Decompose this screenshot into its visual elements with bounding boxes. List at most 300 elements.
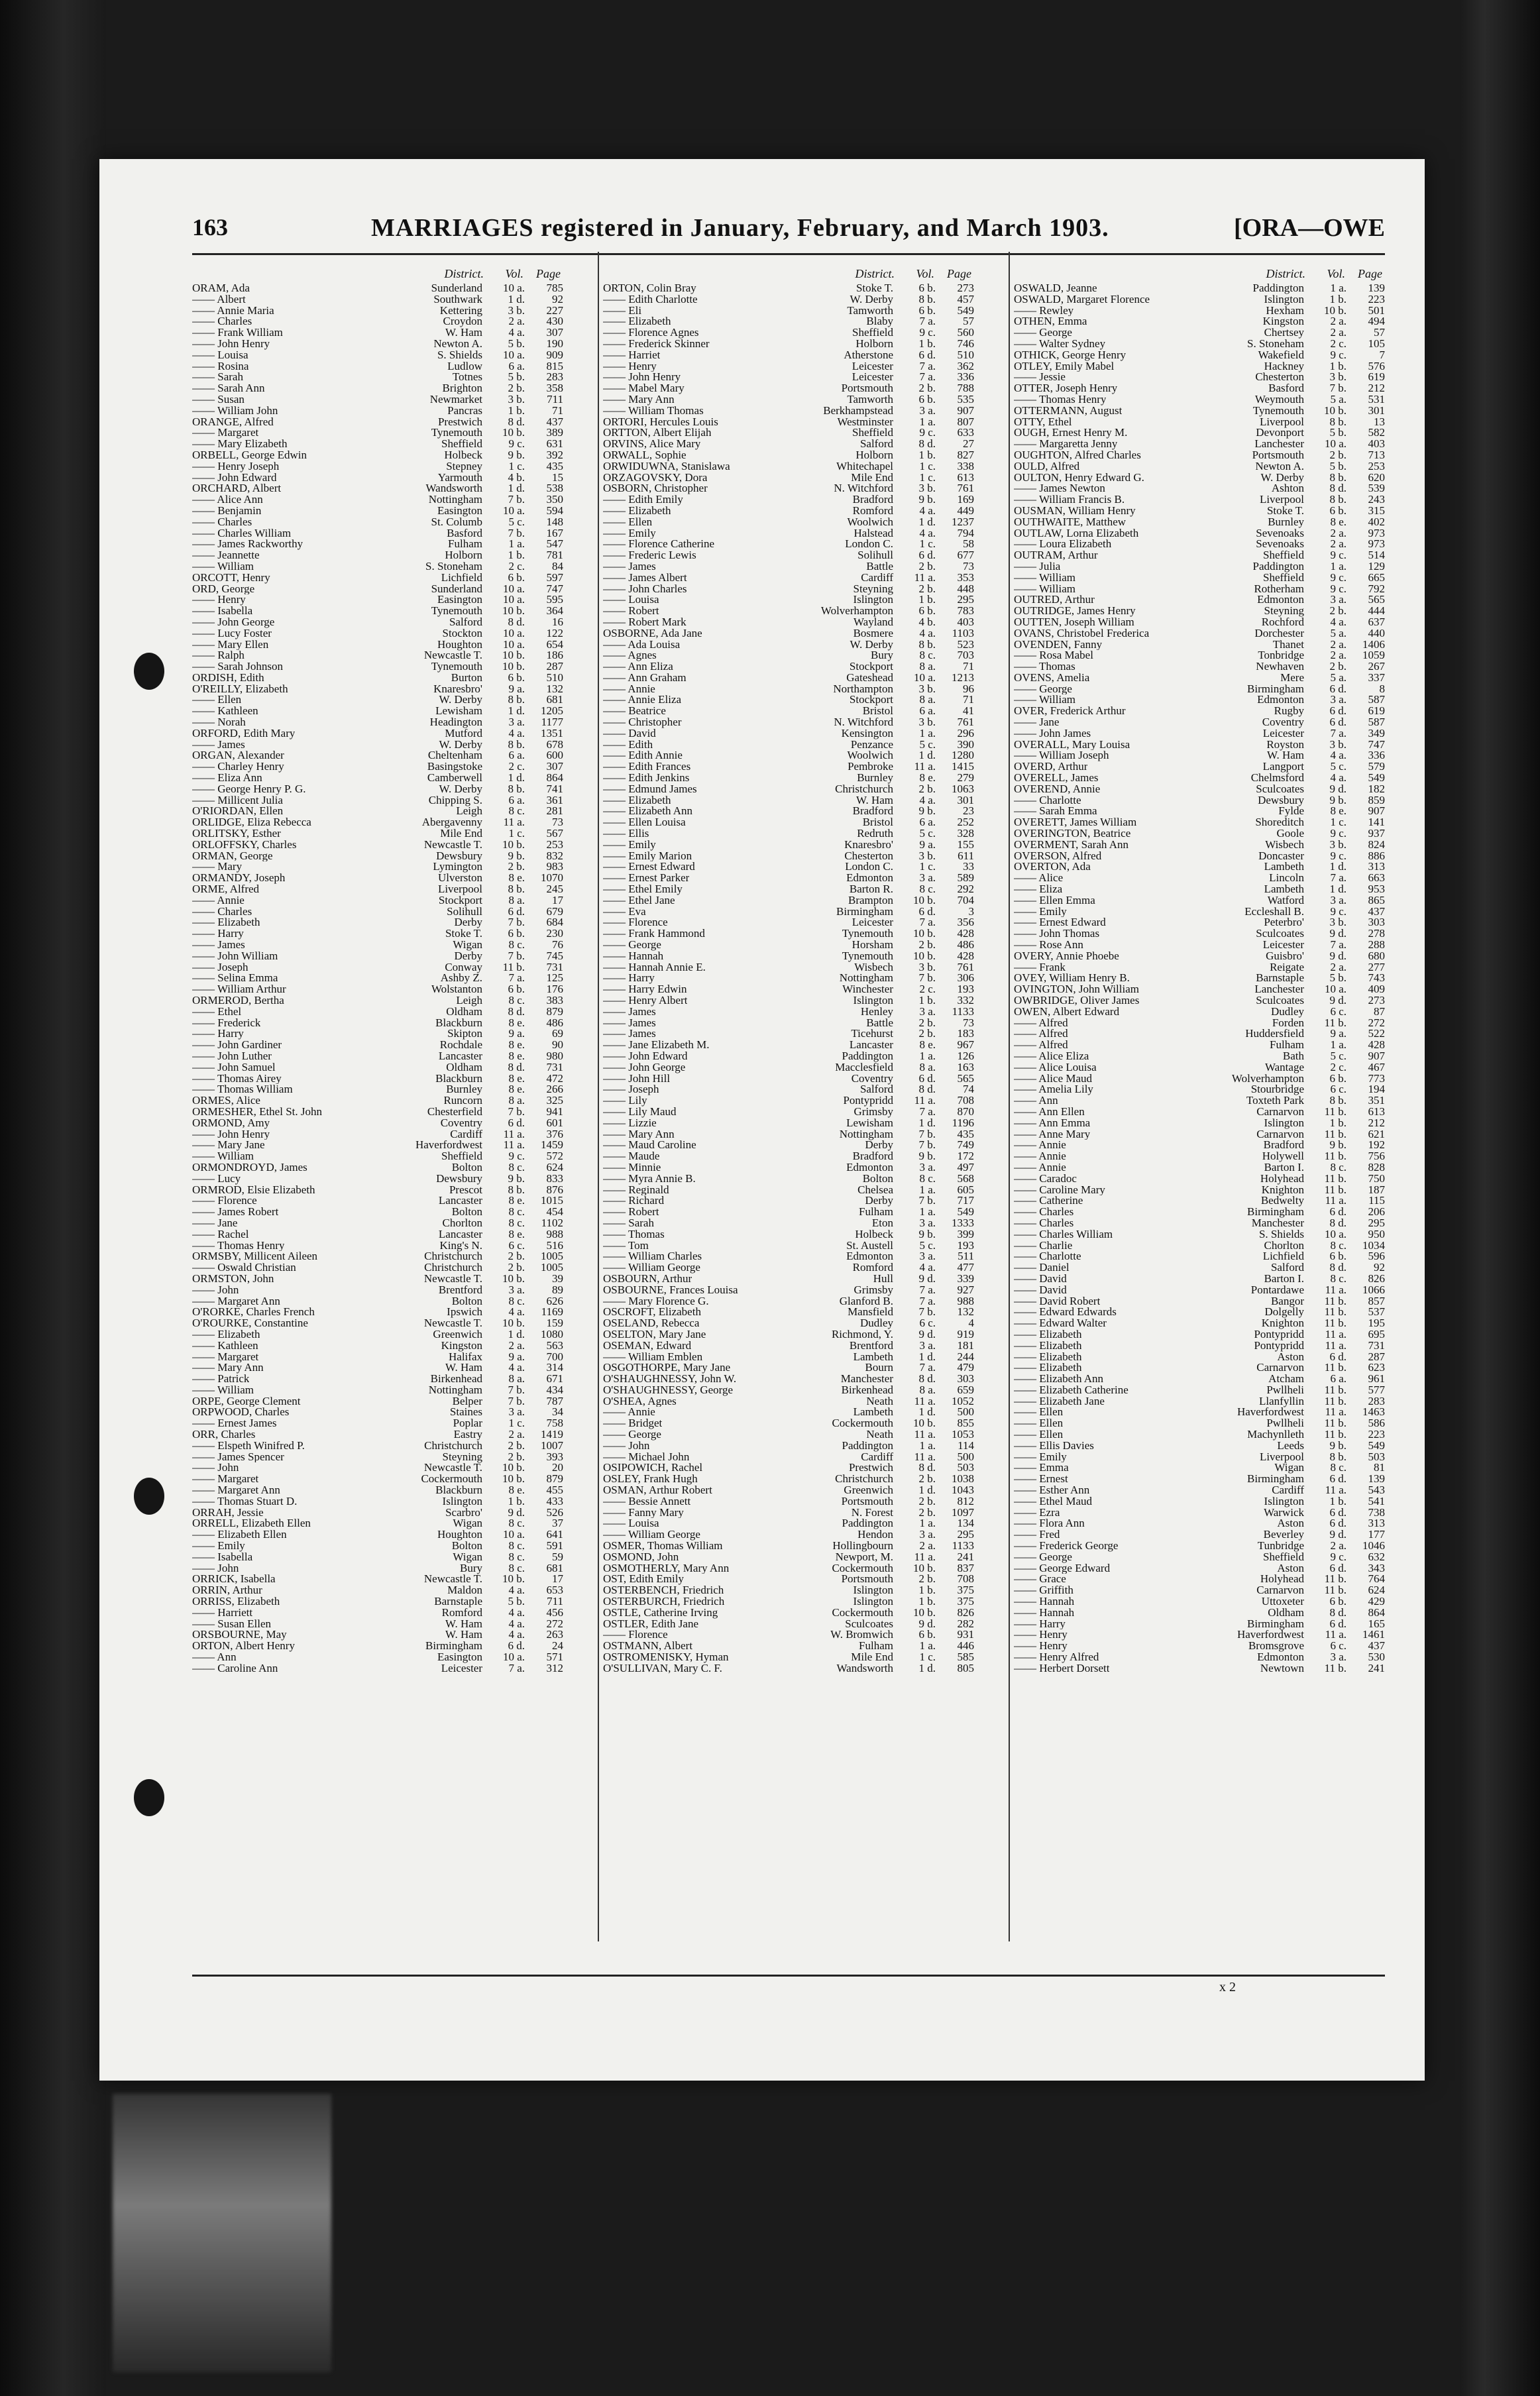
- entry-volume: 7 a.: [919, 1283, 936, 1296]
- entry-district: Runcorn: [443, 1094, 482, 1107]
- entry-page: 746: [957, 337, 974, 350]
- entry-volume: 5 c.: [508, 515, 525, 528]
- entry-page: 857: [1368, 1294, 1385, 1307]
- list-item: [1014, 494, 1385, 506]
- list-item: [1014, 1362, 1385, 1374]
- list-item: [1014, 517, 1385, 528]
- entry-page: 122: [546, 626, 563, 639]
- entry-district: Bury: [460, 1561, 482, 1574]
- index-range: [ORA—OWE: [1234, 214, 1385, 242]
- entry-volume: 1 d.: [1329, 860, 1347, 873]
- entry-district: London C.: [845, 860, 893, 873]
- entry-name: —— Harriet: [603, 349, 661, 361]
- list-item: [192, 427, 563, 439]
- entry-page: 619: [1368, 704, 1385, 718]
- entry-page: 295: [1368, 1216, 1385, 1229]
- entry-name: —— Beatrice: [603, 706, 666, 718]
- entry-page: 24: [552, 1639, 563, 1653]
- list-item: [1014, 539, 1385, 550]
- entry-volume: 1 c.: [508, 459, 525, 472]
- list-item: [192, 450, 563, 461]
- punch-hole: [134, 1478, 164, 1515]
- entry-district: Portsmouth: [1252, 448, 1304, 461]
- entry-page: 272: [546, 1617, 563, 1630]
- entry-district: Newmarket: [429, 392, 482, 406]
- list-item: [192, 1485, 563, 1496]
- entry-page: 89: [552, 1283, 563, 1296]
- entry-volume: 2 b.: [508, 1261, 525, 1274]
- entry-volume: 8 e.: [508, 871, 525, 885]
- entry-page: 560: [957, 326, 974, 339]
- list-item: [603, 1652, 974, 1663]
- entry-name: —— Caroline Ann: [192, 1662, 278, 1674]
- entry-name: —— Daniel: [1014, 1262, 1070, 1274]
- entry-name: O'SULLIVAN, Mary C. F.: [603, 1662, 722, 1674]
- entry-volume: 3 a.: [919, 1160, 936, 1173]
- entry-page: 623: [1368, 1361, 1385, 1374]
- entry-volume: 9 b.: [918, 1227, 936, 1240]
- entry-district: Christchurch: [835, 1472, 893, 1486]
- entry-district: Wolverhampton: [820, 604, 893, 618]
- entry-volume: 6 d.: [1329, 1505, 1347, 1519]
- entry-volume: 6 b.: [918, 282, 936, 294]
- entry-district: Beverley: [1263, 1528, 1304, 1541]
- entry-name: —— George: [1014, 1551, 1072, 1563]
- entry-volume: 6 b.: [508, 571, 525, 584]
- entry-page: 747: [546, 582, 563, 595]
- entry-district: W. Ham: [855, 793, 893, 806]
- entry-district: Barton I.: [1264, 1272, 1304, 1285]
- list-item: [1014, 828, 1385, 840]
- entry-name: —— John Henry: [192, 338, 270, 350]
- entry-volume: 6 b.: [508, 983, 525, 996]
- list-item: [603, 427, 974, 439]
- entry-volume: 3 a.: [919, 1216, 936, 1229]
- entry-page: 497: [957, 1160, 974, 1173]
- entry-district: Salford: [1270, 1261, 1304, 1274]
- page-header-label: Page: [947, 267, 971, 280]
- entry-district: Northampton: [833, 682, 893, 695]
- list-item: [603, 761, 974, 773]
- list-item: [1014, 761, 1385, 773]
- list-item: [603, 1507, 974, 1519]
- entry-name: OVERETT, James William: [1014, 817, 1137, 829]
- entry-district: Hackney: [1264, 359, 1304, 372]
- entry-page: 288: [1368, 938, 1385, 952]
- entry-district: Edmonton: [846, 1160, 893, 1173]
- entry-name: OULTON, Henry Edward G.: [1014, 472, 1144, 484]
- entry-district: Grimsby: [853, 1105, 893, 1118]
- entry-name: —— John George: [603, 1062, 686, 1073]
- list-item: [192, 895, 563, 906]
- entry-page: 1066: [1362, 1283, 1385, 1296]
- entry-volume: 8 d.: [918, 1083, 936, 1096]
- entry-district: W. Derby: [850, 292, 893, 305]
- entry-district: Brampton: [848, 893, 893, 906]
- entry-district: Newcastle T.: [423, 838, 482, 851]
- entry-page: 472: [546, 1071, 563, 1085]
- index-column-1: [192, 262, 563, 1674]
- list-item: [603, 840, 974, 851]
- entry-district: Croydon: [443, 315, 482, 328]
- entry-volume: 11 a.: [914, 1550, 936, 1563]
- list-item: [192, 517, 563, 528]
- entry-page: 549: [957, 1205, 974, 1219]
- entry-page: 362: [957, 359, 974, 372]
- entry-name: OSBOURN, Arthur: [603, 1273, 692, 1285]
- entry-name: —— Annie: [1014, 1140, 1066, 1152]
- entry-name: —— William John: [192, 405, 278, 417]
- list-item: [1014, 528, 1385, 539]
- entry-page: 325: [546, 1094, 563, 1107]
- entry-page: 134: [957, 1517, 974, 1530]
- entry-volume: 1 a.: [1330, 282, 1347, 294]
- entry-district: Lancaster: [438, 1227, 482, 1240]
- entry-name: —— Ann Graham: [603, 672, 687, 684]
- entry-name: —— Henry: [603, 360, 657, 372]
- entry-page: 787: [546, 1394, 563, 1407]
- entry-district: Kettering: [439, 303, 482, 317]
- entry-name: —— Alfred: [1014, 1017, 1068, 1029]
- entry-page: 73: [963, 559, 974, 572]
- entry-page: 671: [546, 1372, 563, 1386]
- entry-page: 931: [957, 1628, 974, 1641]
- list-item: [603, 361, 974, 372]
- page-header-label: Page: [536, 267, 561, 280]
- list-item: [603, 1173, 974, 1185]
- list-item: [192, 1040, 563, 1051]
- entry-district: W. Ham: [445, 1617, 482, 1630]
- entry-district: Edmonton: [1257, 1651, 1304, 1664]
- entry-volume: 6 b.: [918, 1628, 936, 1641]
- list-item: [603, 417, 974, 428]
- entry-page: 253: [1368, 459, 1385, 472]
- entry-name: —— William: [1014, 694, 1075, 706]
- entry-district: Gateshead: [846, 671, 893, 684]
- list-item: [1014, 928, 1385, 940]
- entry-page: 272: [1368, 1016, 1385, 1029]
- entry-district: Steyning: [442, 1450, 482, 1463]
- entry-volume: 10 b.: [913, 893, 936, 906]
- list-item: [192, 1218, 563, 1229]
- entry-page: 659: [957, 1383, 974, 1396]
- entry-page: 1070: [541, 871, 563, 885]
- list-item: [192, 673, 563, 684]
- entry-page: 832: [546, 849, 563, 862]
- entry-name: OVENDEN, Fanny: [1014, 639, 1103, 651]
- entry-volume: 10 a.: [502, 593, 525, 606]
- entry-district: Forden: [1272, 1016, 1304, 1029]
- entry-page: 1463: [1362, 1405, 1385, 1419]
- entry-district: Wandsworth: [836, 1661, 893, 1674]
- entry-district: Bourn: [865, 1361, 893, 1374]
- entry-district: Bromsgrove: [1248, 1639, 1304, 1653]
- list-item: [1014, 706, 1385, 717]
- entry-district: Salford: [859, 1083, 893, 1096]
- entry-district: Langport: [1262, 760, 1304, 773]
- list-item: [1014, 1629, 1385, 1641]
- entry-district: Barton I.: [1264, 1160, 1304, 1173]
- entry-volume: 10 b.: [502, 660, 525, 673]
- entries-list: [192, 283, 563, 1674]
- entry-volume: 3 b.: [918, 482, 936, 495]
- entry-name: OSEMAN, Edward: [603, 1340, 692, 1352]
- entry-page: 571: [546, 1651, 563, 1664]
- entry-name: —— Thomas: [603, 1228, 665, 1240]
- entry-name: —— Jane: [192, 1217, 238, 1229]
- entry-name: —— Mary Elizabeth: [192, 439, 288, 450]
- entry-volume: 8 c.: [919, 883, 936, 896]
- entry-volume: 6 a.: [919, 816, 936, 829]
- entry-district: Birmingham: [425, 1639, 482, 1653]
- entry-page: 859: [1368, 793, 1385, 806]
- entry-page: 440: [1368, 626, 1385, 639]
- entry-page: 37: [552, 1517, 563, 1530]
- entry-volume: 8 b.: [508, 782, 525, 795]
- entry-volume: 9 a.: [919, 838, 936, 851]
- entry-name: OSTLER, Edith Jane: [603, 1618, 699, 1630]
- entry-volume: 8 c.: [508, 1160, 525, 1173]
- entry-page: 824: [1368, 838, 1385, 851]
- entry-volume: 3 a.: [919, 1250, 936, 1263]
- entry-district: Paddington: [1252, 559, 1304, 572]
- entry-volume: 11 b.: [1324, 1417, 1347, 1430]
- list-item: [603, 828, 974, 840]
- entry-district: Kingston: [1262, 315, 1304, 328]
- entry-district: Haverfordwest: [415, 1138, 482, 1152]
- entry-district: Battle: [866, 1016, 893, 1029]
- entry-volume: 8 c.: [919, 1171, 936, 1185]
- list-item: [603, 1107, 974, 1118]
- entry-volume: 8 a.: [919, 693, 936, 706]
- entry-district: Belper: [452, 1394, 482, 1407]
- entry-page: 84: [552, 559, 563, 572]
- entry-volume: 8 b.: [918, 292, 936, 305]
- list-item: [1014, 728, 1385, 739]
- entry-name: —— Susan: [192, 394, 245, 406]
- entry-district: Holywell: [1262, 1150, 1304, 1163]
- entry-volume: 3 b.: [508, 392, 525, 406]
- entry-district: Sheffield: [441, 1150, 482, 1163]
- entry-name: —— Jeannette: [192, 550, 260, 561]
- entry-district: Lambeth: [853, 1405, 893, 1419]
- entry-name: —— George Edward: [1014, 1562, 1111, 1574]
- entry-page: 653: [546, 1584, 563, 1597]
- list-item: [192, 706, 563, 717]
- entry-volume: 1 b.: [508, 549, 525, 562]
- entry-name: OUSMAN, William Henry: [1014, 505, 1136, 517]
- entry-name: —— James: [192, 940, 245, 951]
- entry-name: —— Millicent Julia: [192, 794, 283, 806]
- list-item: [603, 951, 974, 962]
- entry-district: S. Stoneham: [425, 559, 482, 572]
- entry-name: —— John: [192, 1462, 239, 1474]
- entry-volume: 9 a.: [508, 1350, 525, 1363]
- entry-district: Lewisham: [435, 704, 482, 718]
- entry-page: 266: [546, 1083, 563, 1096]
- entry-volume: 1 d.: [508, 771, 525, 785]
- entry-page: 296: [957, 726, 974, 739]
- scan-border-left: [0, 0, 106, 2396]
- entry-district: Lanchester: [1254, 437, 1304, 451]
- entry-page: 90: [552, 1038, 563, 1052]
- entry-name: ORCHARD, Albert: [192, 483, 282, 495]
- list-item: [603, 1195, 974, 1207]
- entry-page: 516: [546, 1238, 563, 1252]
- entry-district: Stourbridge: [1250, 1083, 1304, 1096]
- entry-name: ORMESHER, Ethel St. John: [192, 1106, 322, 1118]
- entry-volume: 3 a.: [919, 1338, 936, 1352]
- entry-page: 909: [546, 348, 563, 361]
- entry-page: 314: [546, 1361, 563, 1374]
- entry-district: Cockermouth: [832, 1561, 893, 1574]
- entry-page: 1415: [952, 760, 974, 773]
- list-item: [192, 739, 563, 751]
- entry-district: W. Ham: [1266, 749, 1304, 762]
- list-item: [192, 1385, 563, 1396]
- entry-page: 788: [957, 382, 974, 395]
- entry-name: ORRISS, Elizabeth: [192, 1596, 280, 1607]
- entry-page: 605: [957, 1183, 974, 1196]
- entry-district: Edmonton: [1257, 693, 1304, 706]
- entry-page: 700: [546, 1350, 563, 1363]
- list-item: [1014, 594, 1385, 606]
- entry-page: 731: [1368, 1338, 1385, 1352]
- entry-name: O'RORKE, Charles French: [192, 1307, 315, 1319]
- entry-name: —— James Rackworthy: [192, 539, 303, 551]
- entry-district: Chipping S.: [428, 793, 482, 806]
- entry-volume: 8 e.: [919, 1038, 936, 1052]
- entry-volume: 1 b.: [1329, 1116, 1347, 1129]
- entry-page: 403: [957, 615, 974, 628]
- entry-page: 390: [957, 737, 974, 751]
- entry-district: Woolwich: [847, 749, 893, 762]
- entry-volume: 6 d.: [1329, 704, 1347, 718]
- entry-volume: 11 b.: [1324, 1305, 1347, 1319]
- entry-volume: 8 e.: [919, 771, 936, 785]
- entry-page: 1034: [1362, 1238, 1385, 1252]
- entry-district: Newton A.: [1255, 459, 1304, 472]
- entry-district: Knighton: [1261, 1183, 1304, 1196]
- entry-volume: 8 a.: [919, 660, 936, 673]
- entry-name: —— Edith Emily: [603, 494, 683, 506]
- entry-district: Dewsbury: [436, 849, 482, 862]
- list-item: [192, 1574, 563, 1585]
- page-header-label: Page: [1358, 267, 1382, 280]
- entry-page: 428: [957, 949, 974, 962]
- entry-name: —— John Henry: [192, 1128, 270, 1140]
- entry-district: Lambeth: [1264, 883, 1304, 896]
- entry-volume: 11 b.: [1324, 1661, 1347, 1674]
- list-item: [603, 1607, 974, 1619]
- entry-name: —— Thomas: [1014, 661, 1075, 673]
- entry-name: —— William: [1014, 572, 1075, 584]
- entry-district: Ulverston: [437, 871, 482, 885]
- entry-volume: 7 b.: [508, 916, 525, 929]
- entry-name: —— Alice Louisa: [1014, 1062, 1097, 1073]
- entry-district: Christchurch: [424, 1439, 482, 1452]
- list-item: [1014, 461, 1385, 472]
- entry-volume: 8 b.: [918, 637, 936, 651]
- entry-volume: 8 d.: [508, 615, 525, 628]
- register-page: [99, 159, 1425, 2081]
- entry-page: 169: [957, 493, 974, 506]
- entry-volume: 1 a.: [508, 537, 525, 551]
- list-item: [603, 628, 974, 639]
- entry-volume: 7 b.: [918, 1138, 936, 1152]
- entry-name: —— Florence: [603, 917, 668, 929]
- list-item: [192, 628, 563, 639]
- list-item: [603, 1318, 974, 1329]
- list-item: [603, 673, 974, 684]
- entry-name: OTHEN, Emma: [1014, 316, 1087, 328]
- entry-name: —— Ellen: [1014, 1418, 1064, 1430]
- entry-page: 295: [957, 1528, 974, 1541]
- entry-volume: 2 b.: [1329, 604, 1347, 618]
- entry-name: —— George: [1014, 327, 1072, 339]
- entry-page: 399: [957, 1227, 974, 1240]
- entry-district: Islington: [442, 1494, 482, 1507]
- entry-name: —— Mary Jane: [192, 1140, 265, 1152]
- entry-district: Houghton: [437, 637, 482, 651]
- entry-district: Brighton: [442, 382, 482, 395]
- entry-district: Romford: [852, 1261, 893, 1274]
- entry-name: O'SHEA, Agnes: [603, 1395, 677, 1407]
- entry-page: 301: [1368, 404, 1385, 417]
- entry-volume: 8 c.: [1330, 1272, 1347, 1285]
- entry-name: —— Charles William: [192, 527, 292, 539]
- entry-volume: 1 b.: [508, 404, 525, 417]
- entry-volume: 7 b.: [918, 971, 936, 985]
- list-item: [603, 1307, 974, 1318]
- entry-district: Islington: [853, 593, 893, 606]
- list-item: [192, 940, 563, 951]
- list-item: [1014, 1485, 1385, 1496]
- entry-district: Tamworth: [847, 392, 893, 406]
- entry-page: 282: [957, 1617, 974, 1630]
- list-item: [192, 1663, 563, 1674]
- list-item: [192, 1084, 563, 1095]
- entry-district: Cardiff: [450, 1127, 482, 1140]
- entry-district: Derby: [454, 916, 482, 929]
- list-item: [603, 1429, 974, 1441]
- entry-name: —— Caroline Mary: [1014, 1184, 1105, 1196]
- entry-volume: 1 c.: [919, 860, 936, 873]
- entry-page: 980: [546, 1049, 563, 1062]
- entry-volume: 1 a.: [1330, 559, 1347, 572]
- list-item: [603, 1663, 974, 1674]
- entry-district: Barnstaple: [434, 1595, 482, 1608]
- entry-page: 745: [546, 949, 563, 962]
- entry-volume: 10 b.: [913, 949, 936, 962]
- entry-page: 27: [963, 437, 974, 451]
- entry-volume: 8 b.: [508, 737, 525, 751]
- entry-name: —— Charles William: [1014, 1228, 1113, 1240]
- entry-page: 57: [1374, 326, 1385, 339]
- entry-page: 864: [1368, 1606, 1385, 1619]
- entry-name: —— Ethel Emily: [603, 884, 683, 895]
- list-item: [1014, 1151, 1385, 1162]
- entry-district: Burnley: [857, 771, 893, 785]
- entry-district: Cardiff: [1272, 1484, 1304, 1497]
- entry-volume: 8 c.: [508, 994, 525, 1007]
- list-item: [1014, 1062, 1385, 1073]
- entry-volume: 8 a.: [508, 893, 525, 906]
- entry-district: Dudley: [859, 1317, 893, 1330]
- entry-page: 794: [957, 526, 974, 539]
- entry-page: 193: [957, 983, 974, 996]
- entry-district: Carnarvon: [1256, 1105, 1304, 1118]
